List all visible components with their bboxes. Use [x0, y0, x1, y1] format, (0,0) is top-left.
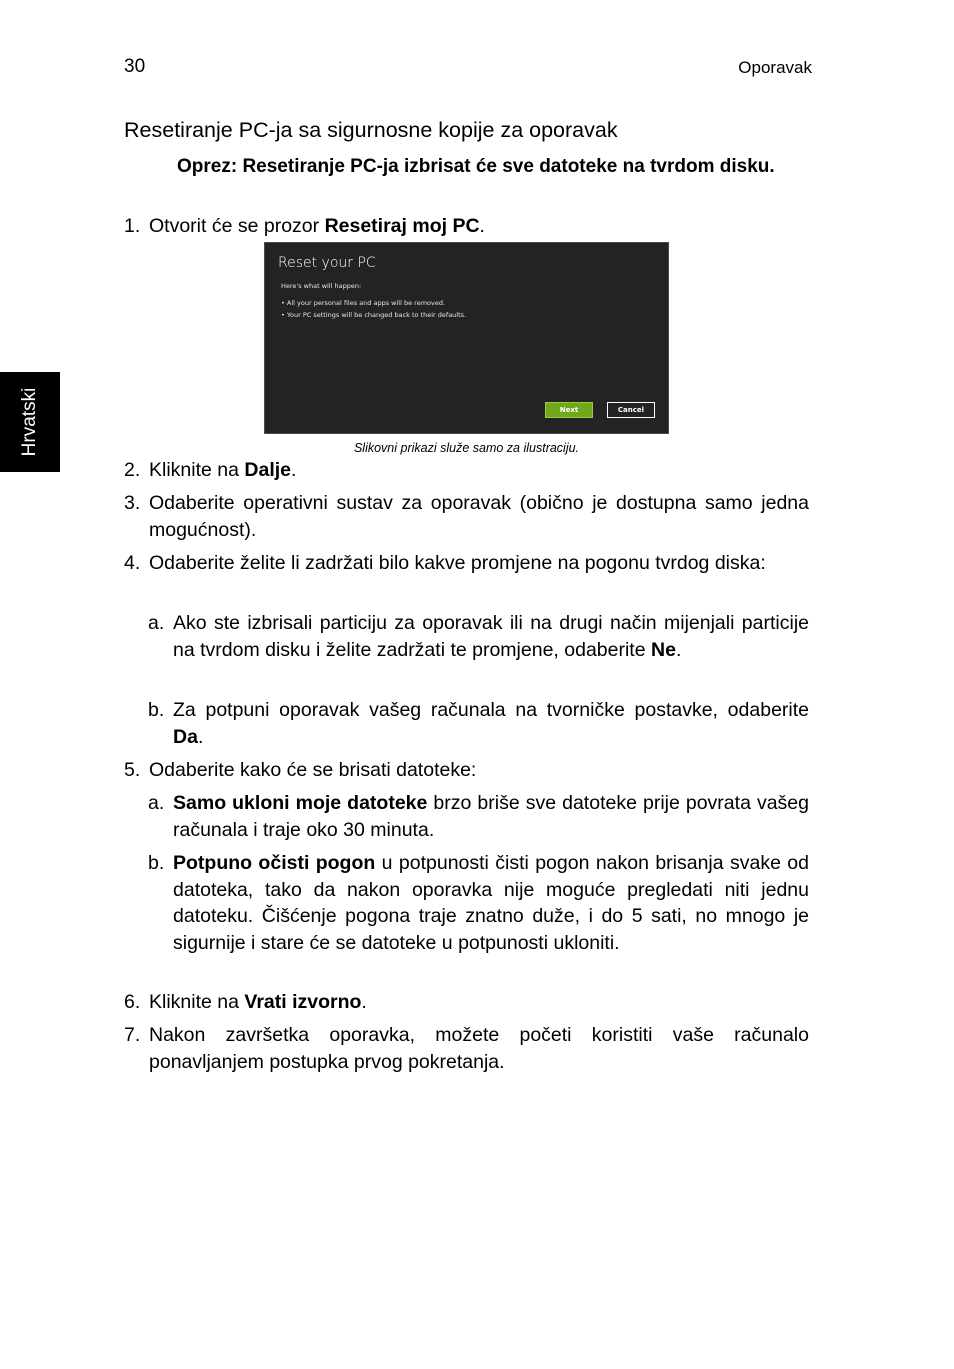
step-6 — [124, 989, 809, 1016]
dialog-bullet: • All your personal files and apps will be removed. — [281, 299, 446, 307]
cancel-button[interactable]: Cancel — [607, 402, 655, 418]
warning-note: Oprez: Resetiranje PC-ja izbrisat će sve datoteke na tvrdom disku. — [177, 156, 775, 177]
step-1 — [124, 213, 809, 240]
step-4a — [148, 610, 809, 663]
figure-caption: Slikovni prikazi služe samo za ilustraciju. — [353, 441, 580, 455]
step-number: 1. — [124, 215, 141, 237]
step-number: 4. — [124, 552, 141, 574]
step-text: Kliknite na Vrati izvorno. — [149, 991, 367, 1013]
step-5 — [124, 757, 809, 784]
step-4b — [148, 697, 809, 750]
page-number: 30 — [124, 56, 146, 77]
step-3 — [124, 490, 809, 543]
step-5b — [148, 850, 809, 956]
section-title: Resetiranje PC-ja sa sigurnosne kopije za oporavak — [124, 118, 618, 142]
step-number: 7. — [124, 1024, 141, 1046]
sub-step-letter: b. — [148, 852, 165, 874]
sub-step-letter: a. — [148, 792, 165, 814]
reset-pc-dialog-screenshot — [264, 242, 669, 434]
sub-step-text: Za potpuni oporavak vašeg računala na tvorničke postavke, odaberite Da. — [173, 699, 809, 748]
step-number: 2. — [124, 459, 141, 481]
sub-step-letter: a. — [148, 612, 165, 634]
step-number: 6. — [124, 991, 141, 1013]
step-text: Kliknite na Dalje. — [149, 459, 297, 481]
step-text: Odaberite operativni sustav za oporavak (obično je dostupna samo jedna mogućnost). — [149, 492, 809, 541]
step-5a — [148, 790, 809, 843]
dialog-title: Reset your PC — [278, 255, 376, 271]
step-text: Odaberite želite li zadržati bilo kakve promjene na pogonu tvrdog diska: — [149, 552, 766, 574]
sub-step-text: Potpuno očisti pogon u potpunosti čisti pogon nakon brisanja svake od datoteka, tako da nakon oporavka nije moguće pregledati niti jednu datoteku. Čišćenje pogona traje znatno duže, i do 5 sati, no mnogo je sigurnije i stare će se datoteke u potpunosti ukloniti. — [173, 852, 809, 954]
running-header: Oporavak — [738, 58, 812, 77]
step-number: 5. — [124, 759, 141, 781]
dialog-subtitle: Here's what will happen: — [281, 282, 362, 290]
next-button[interactable]: Next — [545, 402, 593, 418]
step-4 — [124, 550, 809, 577]
sub-step-letter: b. — [148, 699, 165, 721]
step-2 — [124, 457, 809, 484]
step-text: Nakon završetka oporavka, možete početi koristiti vaše računalo ponavljanjem postupka prvog pokretanja. — [149, 1024, 809, 1073]
step-7 — [124, 1022, 809, 1075]
language-tab-label: Hrvatski — [19, 387, 40, 457]
sub-step-text: Ako ste izbrisali particiju za oporavak ili na drugi način mijenjali particije na tvrdom disku i želite zadržati te promjene, odaberite Ne. — [173, 612, 809, 661]
dialog-bullet: • Your PC settings will be changed back to their defaults. — [281, 311, 467, 319]
language-side-tab — [0, 372, 60, 472]
step-number: 3. — [124, 492, 141, 514]
sub-step-text: Samo ukloni moje datoteke brzo briše sve datoteke prije povrata vašeg računala i traje oko 30 minuta. — [173, 792, 809, 841]
step-text: Odaberite kako će se brisati datoteke: — [149, 759, 477, 781]
step-text: Otvorit će se prozor Resetiraj moj PC. — [149, 215, 485, 237]
